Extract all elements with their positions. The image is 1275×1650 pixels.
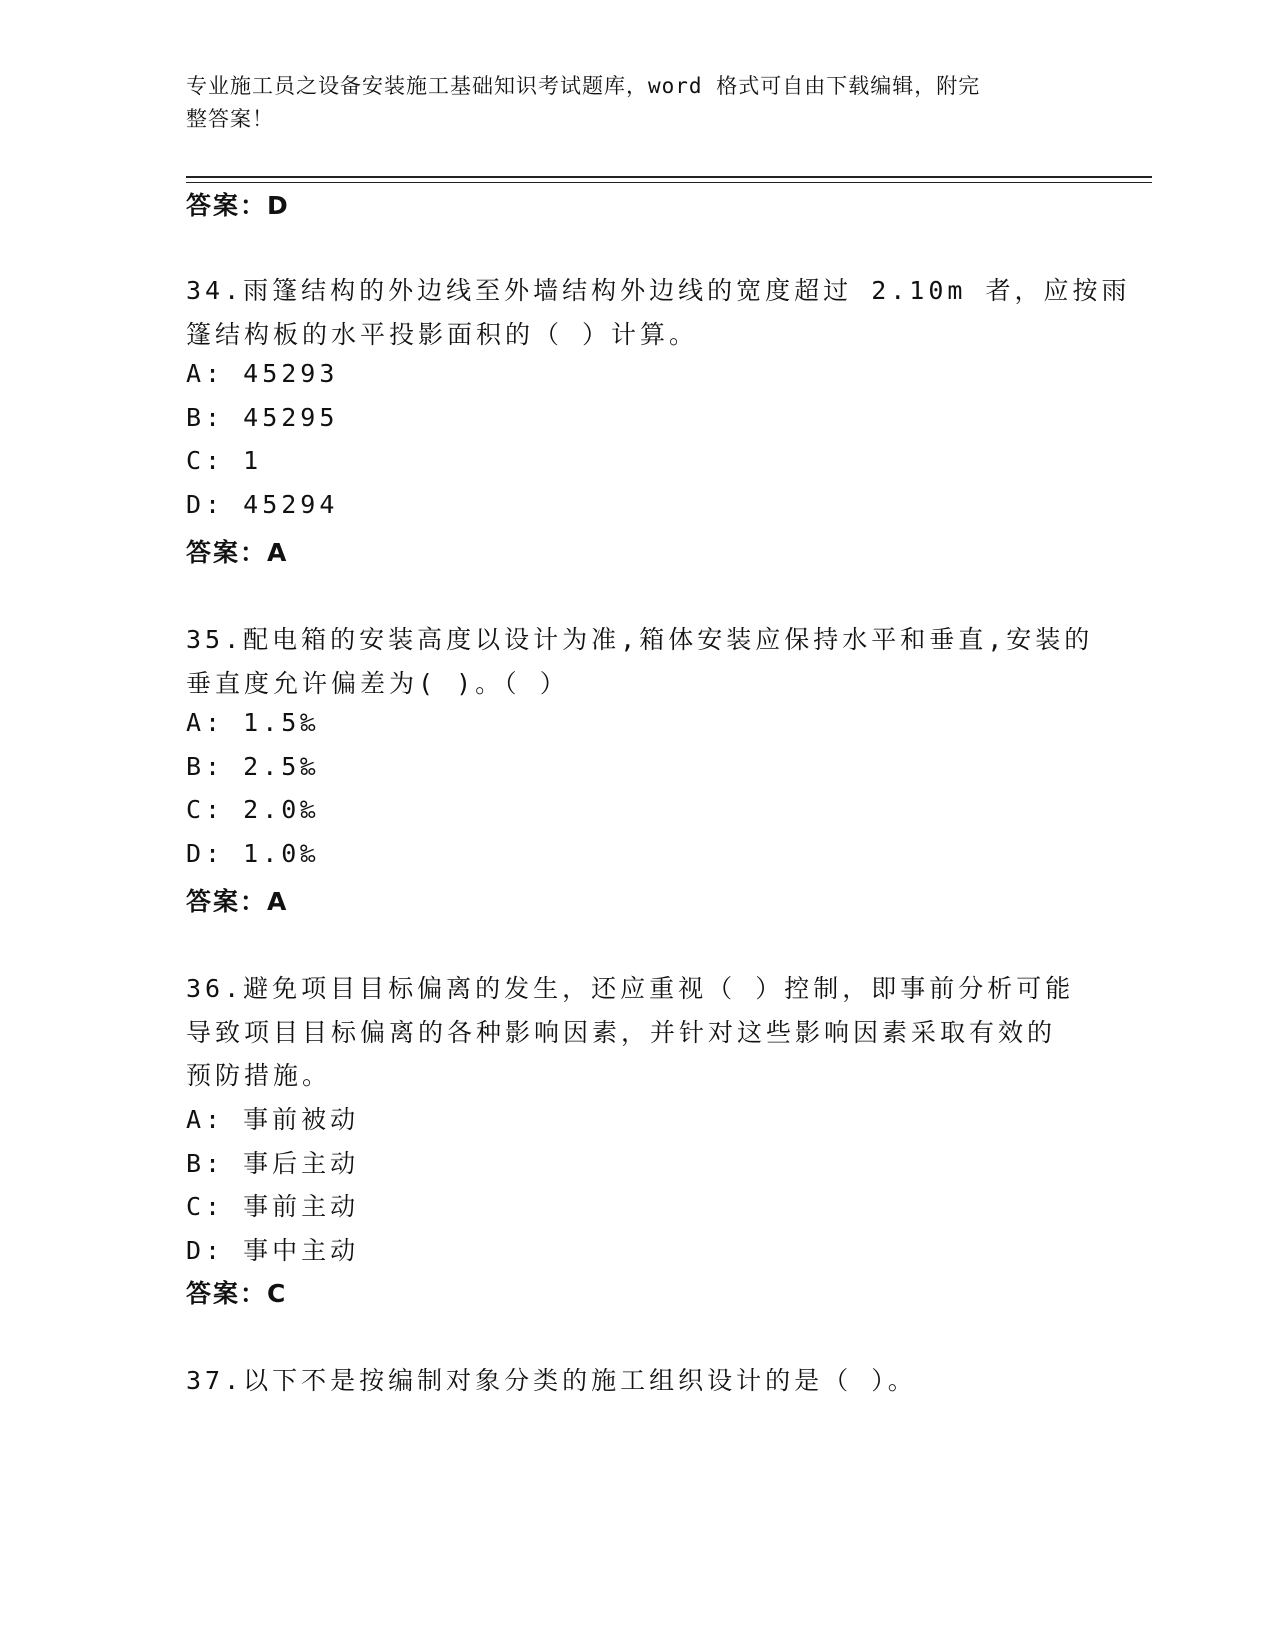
option-d: D: 1.0‰ (186, 839, 320, 868)
option-b: B: 45295 (186, 403, 339, 432)
question-stem-line: 37.以下不是按编制对象分类的施工组织设计的是（ ）。 (186, 1366, 917, 1395)
option-b: B: 事后主动 (186, 1149, 360, 1178)
option-c: C: 事前主动 (186, 1192, 360, 1221)
answer-label: 答案：A (186, 538, 289, 567)
previous-answer: 答案：D (186, 191, 290, 220)
option-d: D: 事中主动 (186, 1236, 360, 1265)
option-b: B: 2.5‰ (186, 752, 320, 781)
header-line-1: 专业施工员之设备安装施工基础知识考试题库，word 格式可自由下载编辑，附完 (186, 74, 981, 98)
question-stem-line: 垂直度允许偏差为( )。（ ） (186, 669, 569, 698)
header-line-2: 整答案！ (186, 107, 274, 131)
header-divider-thin (186, 182, 1152, 183)
question-stem-line: 预防措施。 (186, 1061, 332, 1090)
option-a: A: 事前被动 (186, 1105, 360, 1134)
question-stem-line: 35.配电箱的安装高度以设计为准,箱体安装应保持水平和垂直,安装的 (186, 625, 1094, 654)
question-stem-line: 导致项目目标偏离的各种影响因素，并针对这些影响因素采取有效的 (186, 1018, 1057, 1047)
header-divider-thick (186, 176, 1152, 178)
option-c: C: 2.0‰ (186, 795, 320, 824)
option-a: A: 45293 (186, 359, 339, 388)
answer-label: 答案：A (186, 887, 289, 916)
document-header (186, 70, 1066, 136)
question-stem-line: 36.避免项目目标偏离的发生，还应重视（ ）控制，即事前分析可能 (186, 974, 1075, 1003)
answer-label: 答案：C (186, 1279, 288, 1308)
question-stem-line: 34.雨篷结构的外边线至外墙结构外边线的宽度超过 2.10m 者，应按雨 (186, 276, 1131, 305)
option-d: D: 45294 (186, 490, 339, 519)
question-stem-line: 篷结构板的水平投影面积的（ ）计算。 (186, 320, 699, 349)
option-c: C: 1 (186, 446, 263, 475)
option-a: A: 1.5‰ (186, 708, 320, 737)
